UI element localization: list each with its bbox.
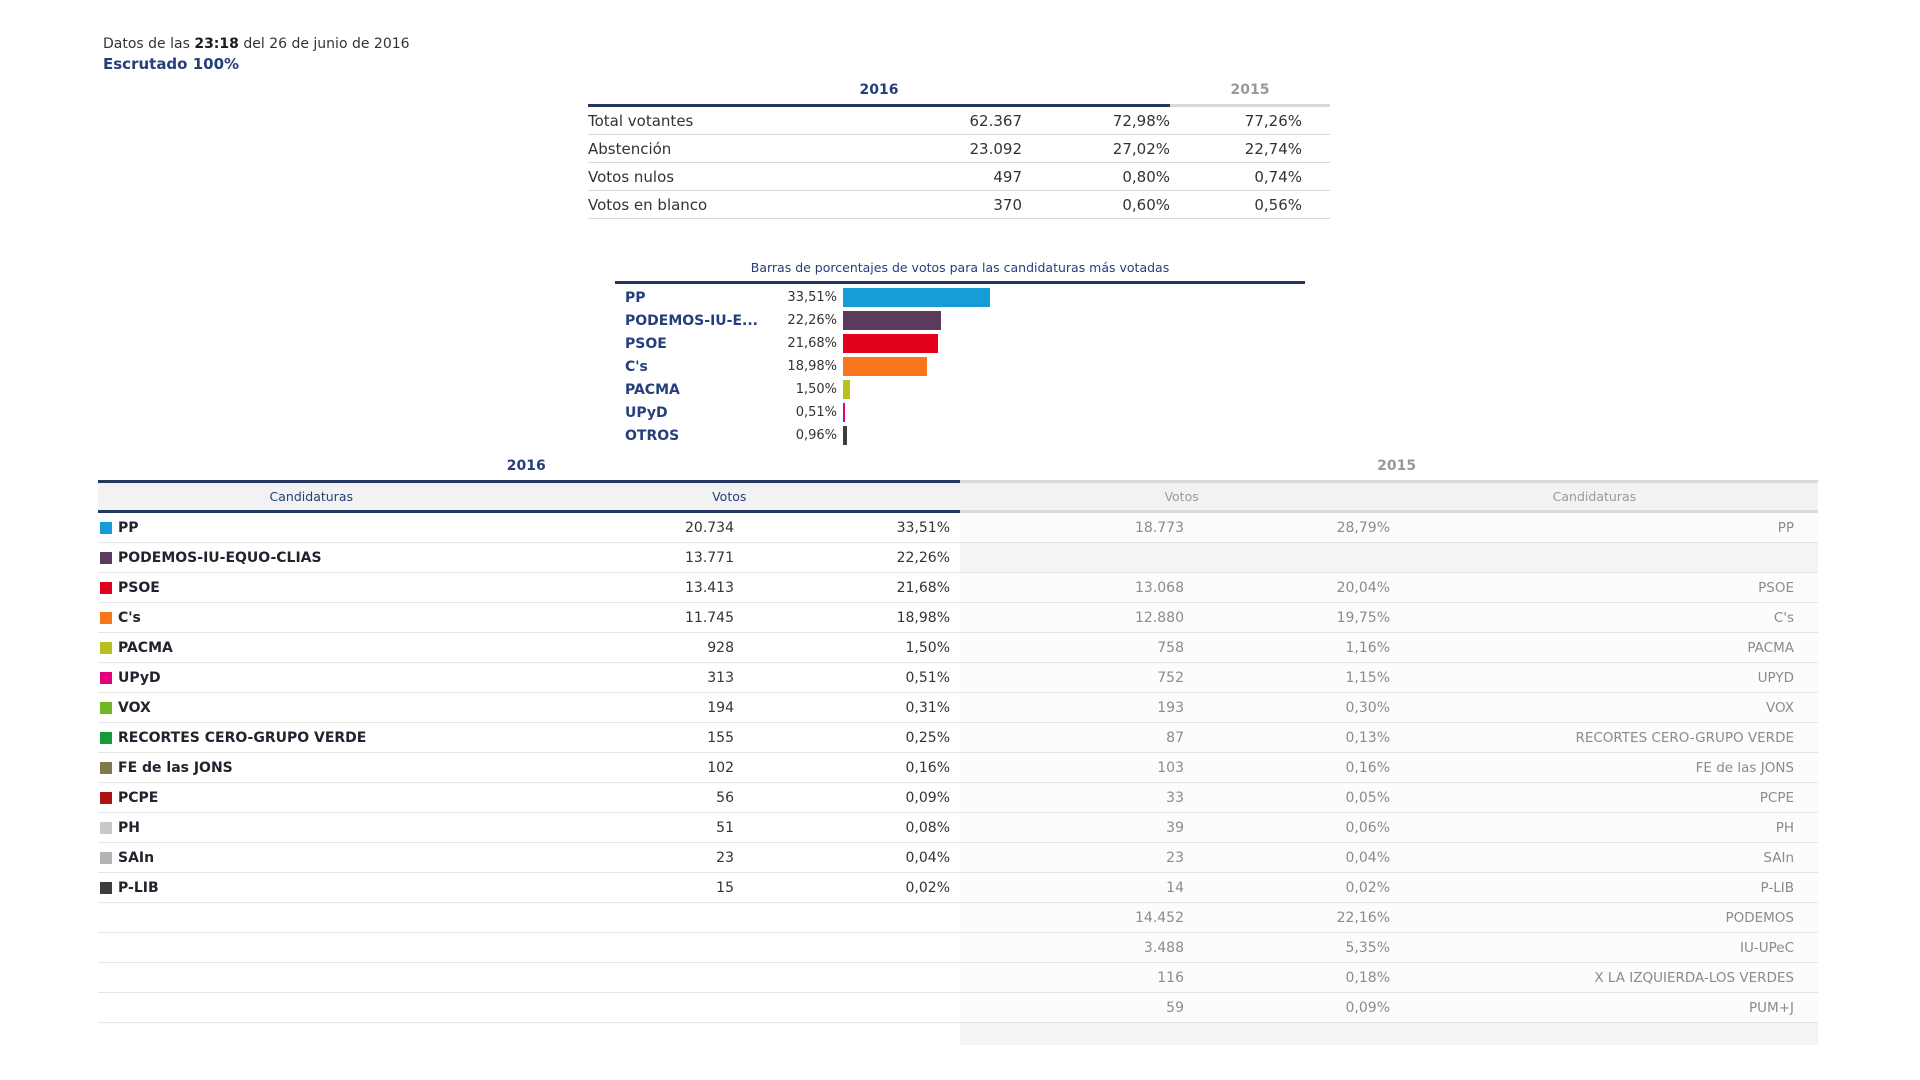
votes-2016: 13.413: [685, 579, 734, 596]
party-cell: [98, 700, 560, 716]
chart-party-label: PODEMOS-IU-E...: [625, 312, 758, 329]
party-cell: [98, 610, 560, 626]
votes-2016: 15: [716, 879, 734, 896]
summary-table: [588, 82, 1330, 219]
party-name: RECORTES CERO-GRUPO VERDE: [118, 729, 367, 746]
party-color-swatch-icon: [100, 522, 112, 534]
escrutado-label: Escrutado 100%: [103, 55, 240, 73]
summary-row-votes: 370: [993, 195, 1022, 214]
table-row-2016: [98, 783, 960, 813]
summary-year-2015: 2015: [1170, 82, 1330, 107]
table-row-2015: [960, 933, 1818, 963]
table-rows: [98, 513, 1818, 1023]
table-row-2016: [98, 513, 960, 543]
summary-year-headers: [588, 82, 1330, 107]
party-name: FE de las JONS: [118, 759, 233, 776]
table-row: [98, 723, 1818, 753]
data-timestamp: [103, 36, 410, 52]
pct-2016: 18,98%: [896, 609, 950, 626]
party-color-swatch-icon: [100, 732, 112, 744]
party-name-2015: IU-UPeC: [1739, 939, 1794, 956]
party-name: C's: [118, 609, 141, 626]
party-name: PH: [118, 819, 140, 836]
summary-row: [588, 163, 1330, 191]
pct-2016: 0,16%: [905, 759, 950, 776]
pct-2015: 1,16%: [1345, 639, 1390, 656]
table-row-2016: [98, 873, 960, 903]
party-color-swatch-icon: [100, 642, 112, 654]
table-row: [98, 843, 1818, 873]
summary-row-pct-2015: 0,56%: [1254, 195, 1302, 214]
table-row-2015: [960, 843, 1818, 873]
pct-2015: 0,06%: [1345, 819, 1390, 836]
party-name: UPyD: [118, 669, 161, 686]
summary-row-pct-2015: 22,74%: [1244, 139, 1302, 158]
table-row-2015: [960, 963, 1818, 993]
pct-2016: 22,26%: [896, 549, 950, 566]
party-name-2015: PACMA: [1747, 639, 1794, 656]
party-color-swatch-icon: [100, 882, 112, 894]
chart-row: [615, 424, 1305, 447]
summary-row-pct-2016: 0,60%: [1122, 195, 1170, 214]
chart-party-label: OTROS: [625, 427, 680, 444]
party-color-swatch-icon: [100, 702, 112, 714]
party-color-swatch-icon: [100, 552, 112, 564]
table-row-2016: [98, 843, 960, 873]
table-year-2015: 2015: [1377, 458, 1417, 474]
votes-2015: 752: [1157, 669, 1184, 686]
table-row-2016: [98, 573, 960, 603]
table-row-2015: [960, 723, 1818, 753]
summary-row-label: Votos en blanco: [588, 195, 708, 214]
votes-2015: 14: [1166, 879, 1184, 896]
chart-bar: [843, 311, 941, 330]
pct-2016: 21,68%: [896, 579, 950, 596]
chart-row: [615, 355, 1305, 378]
table-row: [98, 993, 1818, 1023]
table-row-2015: [960, 783, 1818, 813]
chart-row: [615, 401, 1305, 424]
data-timestamp-block: [103, 36, 410, 73]
table-row-2016: [98, 723, 960, 753]
votes-2015: 3.488: [1143, 939, 1184, 956]
pct-2016: 0,25%: [905, 729, 950, 746]
chart-pct-label: 22,26%: [787, 313, 837, 328]
votes-2015: 87: [1166, 729, 1184, 746]
party-name: PP: [118, 519, 139, 536]
table-row-2015: [960, 993, 1818, 1023]
table-row-2015: [960, 513, 1818, 543]
summary-row: [588, 107, 1330, 135]
header-candidaturas-2015: Candidaturas: [1552, 489, 1637, 504]
party-name-2015: X LA IZQUIERDA-LOS VERDES: [1594, 969, 1794, 986]
header-candidaturas-2016: Candidaturas: [269, 489, 353, 504]
pct-2015: 0,13%: [1345, 729, 1390, 746]
chart-title: Barras de porcentajes de votos para las candidaturas más votadas: [615, 260, 1305, 284]
table-row-2015: [960, 693, 1818, 723]
summary-row: [588, 135, 1330, 163]
pct-2016: 0,09%: [905, 789, 950, 806]
party-name: VOX: [118, 699, 151, 716]
table-row-2015: [960, 903, 1818, 933]
table-row-2016: [98, 813, 960, 843]
table-row-2016: [98, 903, 960, 933]
table-row-2015: [960, 753, 1818, 783]
pct-2016: 0,04%: [905, 849, 950, 866]
table-year-headers: [98, 458, 1818, 480]
party-color-swatch-icon: [100, 612, 112, 624]
table-footer-strip: [98, 1023, 1818, 1045]
table-row: [98, 633, 1818, 663]
table-row: [98, 663, 1818, 693]
pct-2016: 0,08%: [905, 819, 950, 836]
pct-2015: 22,16%: [1336, 909, 1390, 926]
table-row: [98, 513, 1818, 543]
chart-row: [615, 309, 1305, 332]
party-name-2015: FE de las JONS: [1695, 759, 1794, 776]
party-name-2015: PUM+J: [1749, 999, 1794, 1016]
votes-2015: 13.068: [1135, 579, 1184, 596]
pct-2015: 0,09%: [1345, 999, 1390, 1016]
votes-2016: 313: [707, 669, 734, 686]
party-color-swatch-icon: [100, 822, 112, 834]
votes-2015: 103: [1157, 759, 1184, 776]
pct-2015: 0,04%: [1345, 849, 1390, 866]
party-cell: [98, 790, 560, 806]
party-name: PACMA: [118, 639, 173, 656]
chart-party-label: PACMA: [625, 381, 680, 398]
chart-party-label: UPyD: [625, 404, 668, 421]
table-row-2016: [98, 753, 960, 783]
table-row-2015: [960, 663, 1818, 693]
table-row: [98, 963, 1818, 993]
table-row-2016: [98, 933, 960, 963]
datos-prefix: Datos de las: [103, 36, 190, 52]
party-name-2015: C's: [1773, 609, 1794, 626]
chart-bar: [843, 334, 938, 353]
chart-party-label: PP: [625, 289, 646, 306]
chart-bar: [843, 357, 927, 376]
summary-row-pct-2016: 72,98%: [1112, 111, 1170, 130]
summary-row-votes: 23.092: [969, 139, 1022, 158]
pct-2016: 33,51%: [896, 519, 950, 536]
table-row: [98, 543, 1818, 573]
table-year-2016: 2016: [506, 458, 546, 474]
pct-2015: 28,79%: [1336, 519, 1390, 536]
table-row-2016: [98, 663, 960, 693]
pct-2016: 0,31%: [905, 699, 950, 716]
votes-2016: 194: [707, 699, 734, 716]
chart-bar: [843, 288, 990, 307]
votes-2016: 928: [707, 639, 734, 656]
party-cell: [98, 820, 560, 836]
party-cell: [98, 850, 560, 866]
party-name-2015: P-LIB: [1760, 879, 1794, 896]
table-row-2016: [98, 963, 960, 993]
table-row: [98, 873, 1818, 903]
table-row-2015: [960, 603, 1818, 633]
party-cell: [98, 640, 560, 656]
summary-row-pct-2015: 77,26%: [1244, 111, 1302, 130]
summary-rows: [588, 107, 1330, 219]
datos-suffix: del 26 de junio de 2016: [243, 36, 410, 52]
table-row-2015: [960, 813, 1818, 843]
summary-row-votes: 497: [993, 167, 1022, 186]
summary-row-label: Abstención: [588, 139, 672, 158]
party-cell: [98, 880, 560, 896]
pct-2016: 0,02%: [905, 879, 950, 896]
table-row-2016: [98, 603, 960, 633]
header-votos-2015: Votos: [1164, 489, 1199, 504]
party-color-swatch-icon: [100, 792, 112, 804]
votes-2015: 33: [1166, 789, 1184, 806]
votes-2015: 59: [1166, 999, 1184, 1016]
votes-2016: 13.771: [685, 549, 734, 566]
chart-bar: [843, 380, 850, 399]
party-name-2015: UPYD: [1757, 669, 1794, 686]
pct-2015: 1,15%: [1345, 669, 1390, 686]
table-row: [98, 693, 1818, 723]
party-cell: [98, 550, 560, 566]
votes-2016: 51: [716, 819, 734, 836]
column-headers: [98, 483, 1818, 510]
chart-pct-label: 0,96%: [795, 428, 837, 443]
pct-2015: 20,04%: [1336, 579, 1390, 596]
bar-chart: [615, 260, 1305, 447]
pct-2015: 0,02%: [1345, 879, 1390, 896]
table-row-2016: [98, 543, 960, 573]
chart-row: [615, 378, 1305, 401]
party-name-2015: PCPE: [1759, 789, 1794, 806]
party-cell: [98, 580, 560, 596]
table-row-2015: [960, 633, 1818, 663]
chart-bar: [843, 403, 845, 422]
summary-row-pct-2016: 27,02%: [1112, 139, 1170, 158]
votes-2015: 18.773: [1135, 519, 1184, 536]
party-name-2015: RECORTES CERO-GRUPO VERDE: [1575, 729, 1794, 746]
summary-year-2016: 2016: [588, 82, 1170, 107]
summary-row: [588, 191, 1330, 219]
pct-2016: 0,51%: [905, 669, 950, 686]
votes-2016: 155: [707, 729, 734, 746]
party-color-swatch-icon: [100, 582, 112, 594]
summary-row-pct-2015: 0,74%: [1254, 167, 1302, 186]
table-row: [98, 813, 1818, 843]
table-row: [98, 933, 1818, 963]
party-name-2015: VOX: [1765, 699, 1794, 716]
summary-row-label: Total votantes: [588, 111, 694, 130]
table-row: [98, 903, 1818, 933]
party-name: SAIn: [118, 849, 155, 866]
pct-2015: 19,75%: [1336, 609, 1390, 626]
party-cell: [98, 760, 560, 776]
party-color-swatch-icon: [100, 672, 112, 684]
votes-2015: 23: [1166, 849, 1184, 866]
table-row: [98, 753, 1818, 783]
votes-2016: 56: [716, 789, 734, 806]
pct-2016: 1,50%: [905, 639, 950, 656]
chart-pct-label: 21,68%: [787, 336, 837, 351]
header-votos-2016: Votos: [712, 489, 747, 504]
chart-pct-label: 33,51%: [787, 290, 837, 305]
votes-2016: 23: [716, 849, 734, 866]
data-time: 23:18: [194, 36, 239, 52]
pct-2015: 0,30%: [1345, 699, 1390, 716]
party-color-swatch-icon: [100, 762, 112, 774]
votes-2015: 12.880: [1135, 609, 1184, 626]
party-name-2015: PSOE: [1758, 579, 1794, 596]
chart-party-label: C's: [625, 358, 648, 375]
votes-2016: 11.745: [685, 609, 734, 626]
chart-rows: [615, 284, 1305, 447]
chart-pct-label: 18,98%: [787, 359, 837, 374]
party-name: PODEMOS-IU-EQUO-CLIAS: [118, 549, 322, 566]
party-name: PSOE: [118, 579, 160, 596]
table-row-2015: [960, 543, 1818, 573]
chart-pct-label: 1,50%: [795, 382, 837, 397]
party-name: P-LIB: [118, 879, 159, 896]
pct-2015: 5,35%: [1345, 939, 1390, 956]
chart-row: [615, 332, 1305, 355]
pct-2015: 0,18%: [1345, 969, 1390, 986]
chart-party-label: PSOE: [625, 335, 667, 352]
votes-2016: 20.734: [685, 519, 734, 536]
votes-2016: 102: [707, 759, 734, 776]
chart-pct-label: 0,51%: [795, 405, 837, 420]
pct-2015: 0,05%: [1345, 789, 1390, 806]
party-name-2015: PODEMOS: [1725, 909, 1794, 926]
party-name-2015: PP: [1777, 519, 1794, 536]
party-name-2015: SAIn: [1763, 849, 1794, 866]
party-cell: [98, 520, 560, 536]
party-name: PCPE: [118, 789, 159, 806]
results-table: [98, 458, 1818, 1045]
votes-2015: 193: [1157, 699, 1184, 716]
votes-2015: 14.452: [1135, 909, 1184, 926]
table-row-2016: [98, 693, 960, 723]
table-row-2016: [98, 633, 960, 663]
chart-bar: [843, 426, 847, 445]
table-row: [98, 783, 1818, 813]
votes-2015: 116: [1157, 969, 1184, 986]
table-row-2015: [960, 873, 1818, 903]
table-row-2015: [960, 573, 1818, 603]
party-cell: [98, 730, 560, 746]
party-name-2015: PH: [1775, 819, 1794, 836]
party-cell: [98, 670, 560, 686]
summary-row-pct-2016: 0,80%: [1122, 167, 1170, 186]
party-color-swatch-icon: [100, 852, 112, 864]
summary-row-votes: 62.367: [969, 111, 1022, 130]
summary-row-label: Votos nulos: [588, 167, 675, 186]
pct-2015: 0,16%: [1345, 759, 1390, 776]
table-row: [98, 573, 1818, 603]
table-row-2016: [98, 993, 960, 1023]
votes-2015: 39: [1166, 819, 1184, 836]
table-row: [98, 603, 1818, 633]
chart-row: [615, 286, 1305, 309]
votes-2015: 758: [1157, 639, 1184, 656]
